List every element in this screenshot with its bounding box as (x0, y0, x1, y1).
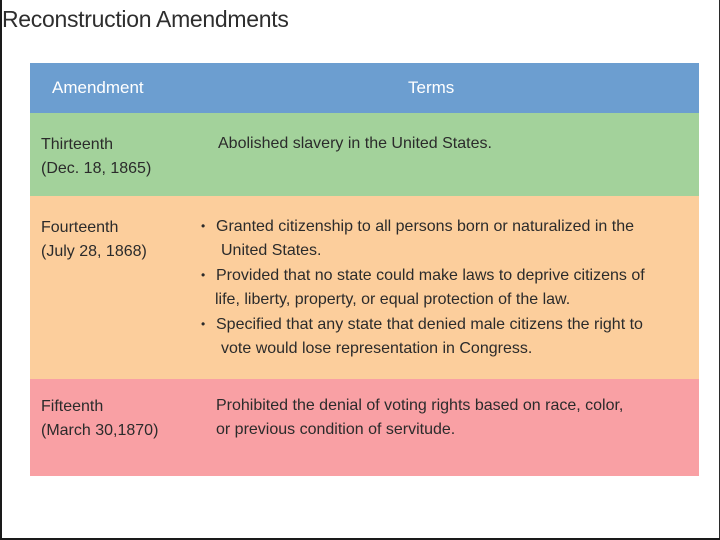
amendment-name: Fourteenth (41, 219, 119, 236)
term-text: Specified that any state that denied male citizens the right to (216, 316, 643, 333)
amendment-date: (March 30,1870) (41, 422, 159, 439)
term-text: vote would lose representation in Congress. (221, 340, 533, 357)
header-amendment: Amendment (52, 78, 144, 97)
term-text: Provided that no state could make laws to deprive citizens of (216, 267, 645, 284)
term-text: Abolished slavery in the United States. (218, 135, 492, 152)
bullet-icon: • (201, 317, 206, 331)
term-text: United States. (221, 242, 322, 259)
table-row-fifteenth (30, 379, 699, 476)
table-header-row (30, 63, 699, 113)
amendment-date: (Dec. 18, 1865) (41, 160, 152, 177)
term-text: Prohibited the denial of voting rights based on race, color, (216, 397, 624, 414)
amendment-name: Fifteenth (41, 398, 104, 415)
amendment-name: Thirteenth (41, 136, 114, 153)
term-text: life, liberty, property, or equal protection of the law. (215, 291, 571, 308)
frame-left-border (0, 0, 2, 540)
page-title: Reconstruction Amendments (2, 6, 289, 32)
amendment-date: (July 28, 1868) (41, 243, 147, 260)
amendments-table (30, 63, 699, 476)
bullet-icon: • (201, 268, 206, 282)
term-text: or previous condition of servitude. (216, 421, 456, 438)
term-text: Granted citizenship to all persons born or naturalized in the (216, 218, 635, 235)
header-terms: Terms (408, 78, 455, 97)
table-row-fourteenth (30, 196, 699, 379)
table-row-thirteenth (30, 113, 699, 196)
bullet-icon: • (201, 219, 206, 233)
